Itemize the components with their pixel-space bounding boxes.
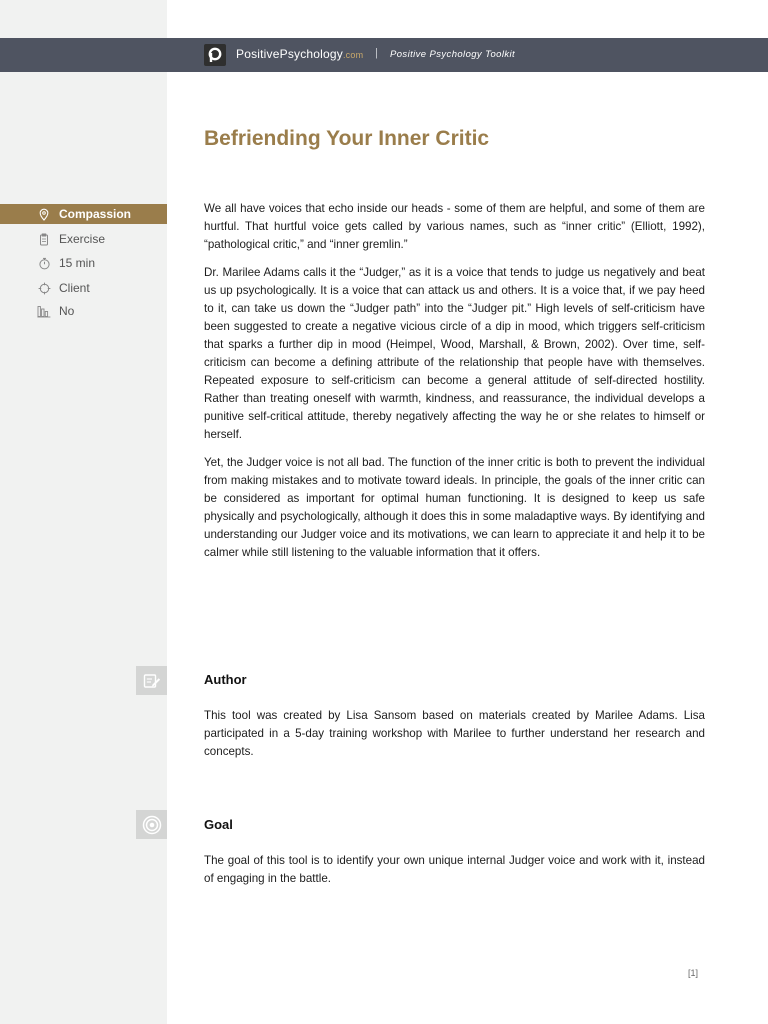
goal-heading: Goal bbox=[204, 817, 233, 832]
header-bar bbox=[0, 38, 768, 72]
meta-label: Client bbox=[59, 281, 90, 295]
left-sidebar bbox=[0, 0, 167, 1024]
meta-label: Compassion bbox=[59, 207, 132, 221]
intro-paragraph: Dr. Marilee Adams calls it the “Judger,” as it is a voice that tends to judge us negatively and beat us up psychologically. It is a voice that can attack us and others. It is a voice that, if we pay heed to it, can take us down the “Judger path” into the “Judger pit.” High levels of self-criticism have been suggested to create a negative vicious circle of a dip in mood, which triggers self-criticism that sparks a further dip in mood (Heimpel, Wood, Marshall, & Brown, 2002). Over time, self-criticism can become a defining attribute of the relationship that people have with themselves. Repeated exposure to self-criticism can become a general attitude of self-directed hostility. Rather than treating oneself with warmth, kindness, and reassurance, the individual develops a punitive self-critical attitude, thereby negatively affecting the way he or she relates to himself or herself. bbox=[204, 266, 705, 441]
meta-label: No bbox=[59, 304, 75, 318]
location-pin-icon bbox=[37, 207, 51, 221]
author-heading: Author bbox=[204, 672, 247, 687]
stopwatch-icon bbox=[37, 256, 51, 270]
meta-item-category bbox=[0, 204, 167, 224]
meta-label: 15 min bbox=[59, 256, 96, 270]
clipboard-icon bbox=[37, 232, 51, 246]
meta-item-duration bbox=[0, 253, 167, 273]
meta-item-scoring bbox=[0, 301, 167, 321]
goal-text: The goal of this tool is to identify your own unique internal Judger voice and work with it, instead of engaging in the battle. bbox=[204, 854, 705, 885]
brand-logo-icon bbox=[204, 44, 226, 66]
header-separator: | bbox=[375, 47, 378, 59]
brand-name bbox=[236, 47, 363, 63]
meta-label: Exercise bbox=[59, 232, 106, 246]
brand-name-text: PositivePsychology bbox=[236, 47, 343, 61]
bar-chart-icon bbox=[37, 304, 51, 318]
intro-body bbox=[204, 200, 705, 572]
toolkit-label: Positive Psychology Toolkit bbox=[390, 49, 516, 60]
meta-item-type bbox=[0, 229, 167, 249]
meta-item-audience bbox=[0, 278, 167, 298]
edit-note-icon bbox=[136, 666, 167, 695]
page-title: Befriending Your Inner Critic bbox=[204, 127, 490, 150]
brand-suffix: .com bbox=[342, 50, 364, 60]
target-icon bbox=[136, 810, 167, 839]
page-number: [1] bbox=[688, 968, 699, 978]
author-text: This tool was created by Lisa Sansom based on materials created by Marilee Adams. Lisa participated in a 5-day training workshop with Marilee to further understand her research and concepts. bbox=[204, 709, 705, 758]
crosshair-icon bbox=[37, 281, 51, 295]
intro-paragraph: Yet, the Judger voice is not all bad. The function of the inner critic is both to prevent the individual from making mistakes and to motivate toward ideals. In principle, the goals of the inner critic can be considered as important for optimal human functioning. It is designed to keep us safe physically and psychologically, although it does this in some maladaptive ways. By identifying and understanding our Judger voice and its motivations, we can learn to appreciate it and help it to be calmer while still listening to the valuable information that it offers. bbox=[204, 456, 705, 559]
intro-paragraph: We all have voices that echo inside our heads - some of them are helpful, and some of them are hurtful. That hurtful voice gets called by various names, such as “inner critic” (Elliott, 1992), “pathological critic,” and “inner gremlin.” bbox=[204, 202, 705, 251]
